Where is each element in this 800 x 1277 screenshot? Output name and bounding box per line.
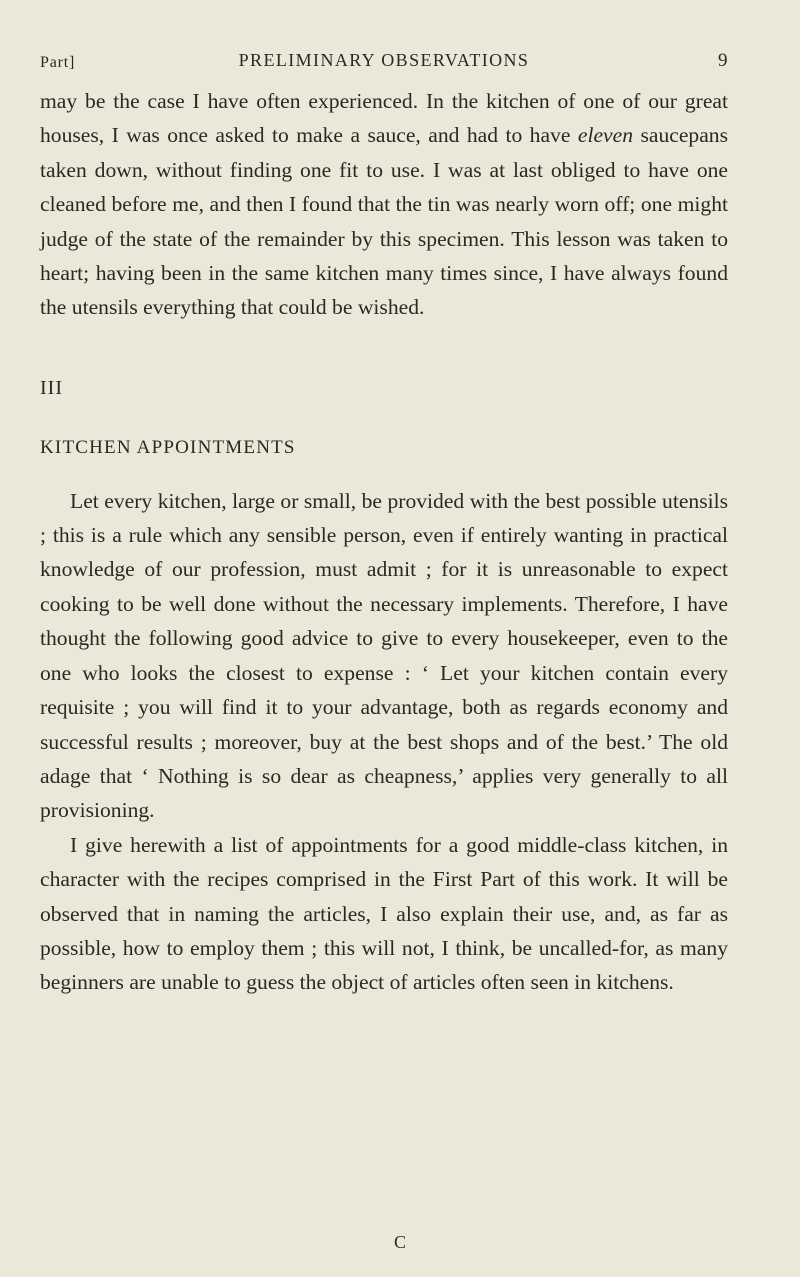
body-text — [40, 84, 728, 1000]
paragraph-continuation — [40, 84, 728, 325]
section-title: KITCHEN APPOINTMENTS — [40, 437, 296, 459]
page-number: 9 — [718, 50, 728, 71]
paragraph-1-text-a: may be the case I have often experienced. In the kitchen of one of our great houses, I was once asked to make a sauce, and had to have — [40, 89, 728, 148]
running-head-part: Part] — [40, 54, 76, 71]
running-head — [40, 50, 728, 74]
signature-mark: C — [393, 1232, 406, 1252]
paragraph-1-text-b: saucepans taken down, without finding one fit to use. I was at last obliged to have one cleaned before me, and then I found that the tin was nearly worn off; one might judge of the state of the remainder by this specimen. This lesson was taken to heart; having been in the same kitchen many times since, I have always found the utensils everything that could be wished. — [40, 123, 728, 320]
paragraph-1-emphasis: eleven — [577, 123, 634, 148]
paragraph-3: I give herewith a list of appointments for a good middle-class kitchen, in character with the recipes comprised in the First Part of this work. It will be observed that in naming the articles, I also explain their use, and, as far as possible, how to employ them ; this will not, I think, be uncalled-for, as many beginners are unable to guess the object of articles often seen in kitchens. — [40, 832, 728, 995]
running-head-title: PRELIMINARY OBSERVATIONS — [238, 50, 530, 70]
section-number: III — [40, 376, 63, 399]
paragraph-2: Let every kitchen, large or small, be provided with the best possible utensils ; this is a rule which any sensible person, even if entirely wanting in practical knowledge of our profession, must admit ; for it is unreasonable to expect cooking to be well done without the necessary implements. Therefore, I have thought the following good advice to give to every housekeeper, even to the one who looks the closest to expense : ‘ Let your kitchen contain every requisite ; you will find it to your advantage, both as regards economy and successful results ; moreover, buy at the best shops and of the best.’ The old adage that ‘ Nothing is so dear as cheapness,’ applies very generally to all provisioning. — [40, 488, 728, 823]
